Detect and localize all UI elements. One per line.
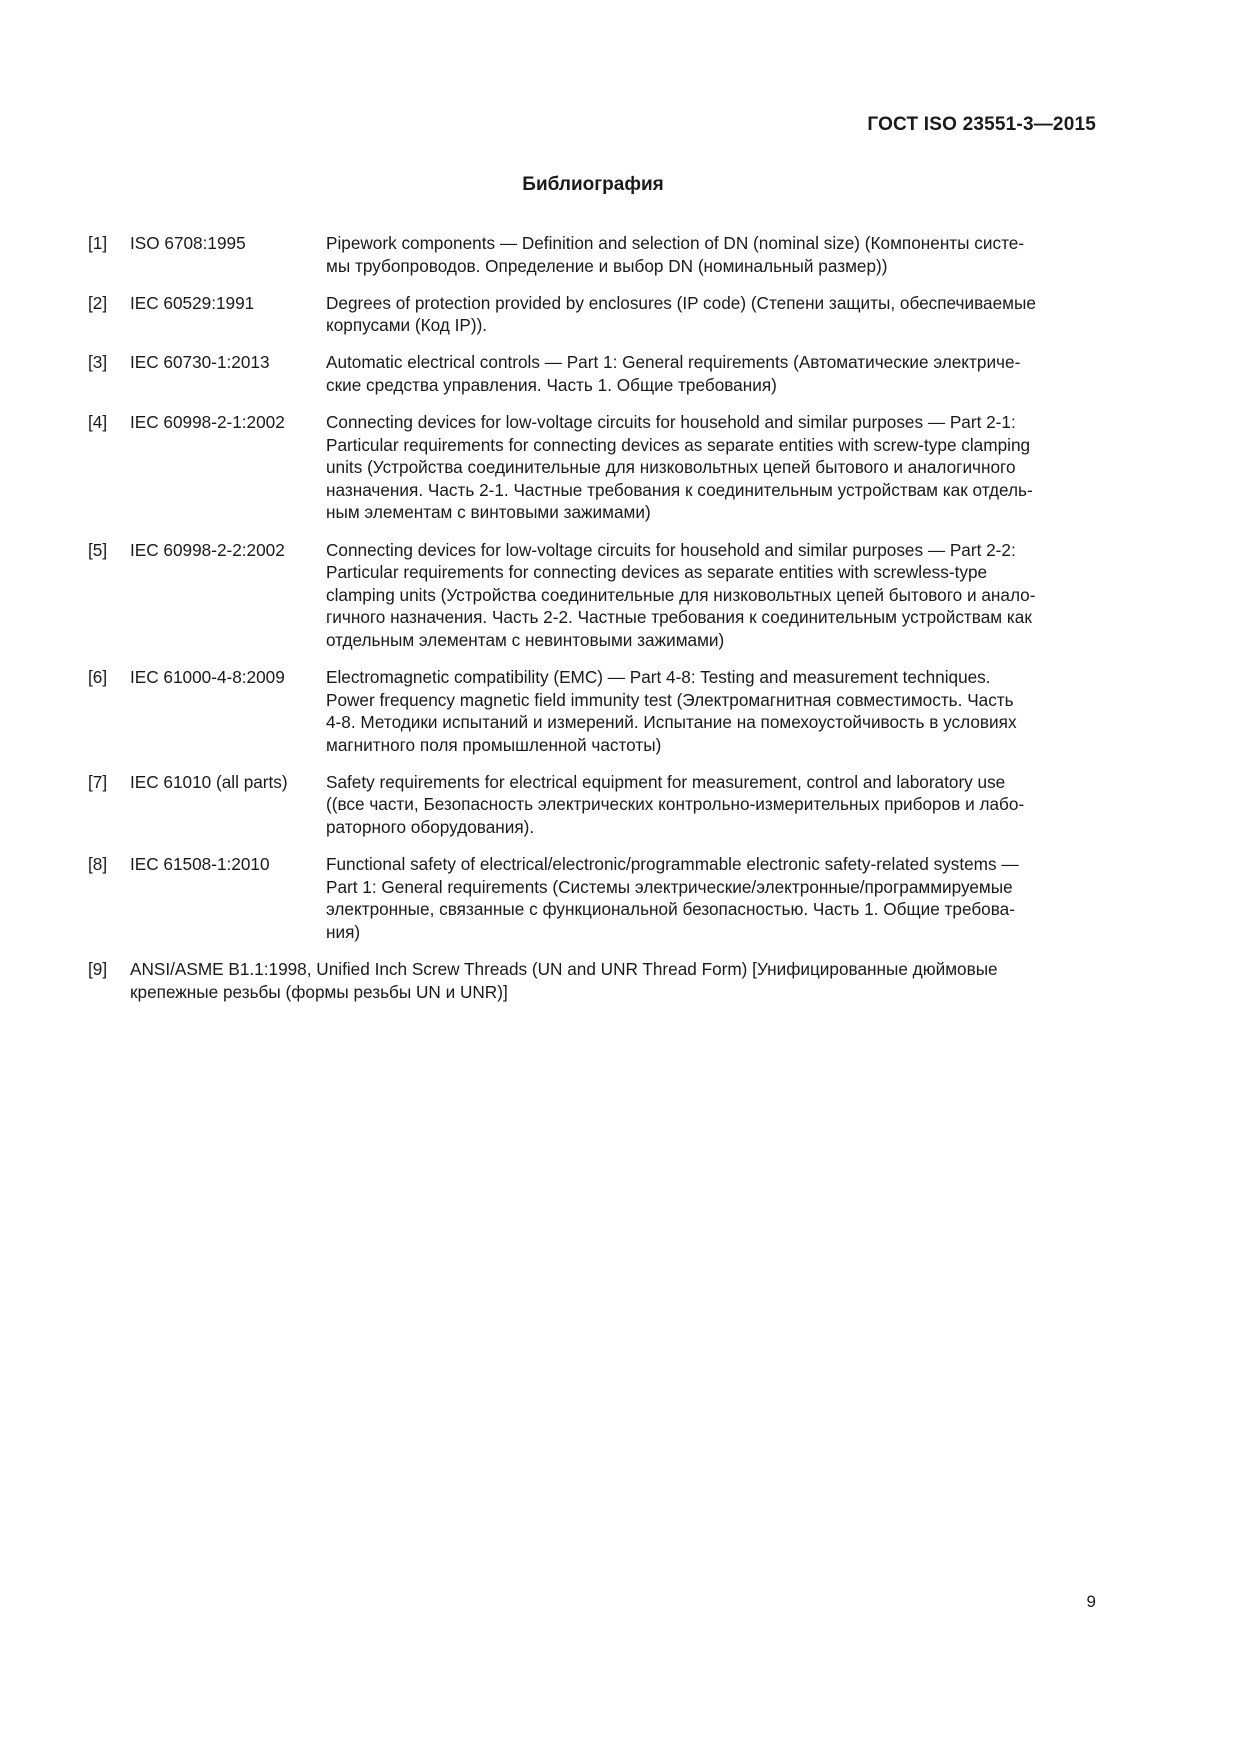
bibliography-entry-3 [88,351,1096,396]
bibliography-entry-1 [88,232,1096,277]
entry-standard: IEC 60998-2-2:2002 [130,539,285,560]
entry-number: [8] [88,854,108,875]
entry-description: Functional safety of electrical/electronic/programmable electronic safety-related systems — Part 1: General requirements (Системы электрические/электронные/программируемые электронные, связанные с функциональной безопасностью. Часть 1. Общие требова- ния) [326,854,1019,942]
entry-description: Electromagnetic compatibility (EMC) — Part 4-8: Testing and measurement techniques. Power frequency magnetic field immunity test (Электромагнитная совместимость. Часть 4-8. Методики испытаний и измерений. Испытание на помехоустойчивость в условиях магнитного поля промышленной частоты) [326,667,1017,755]
entry-description: Safety requirements for electrical equipment for measurement, control and laboratory use ((все части, Безопасность электрических контрольно-измерительных приборов и лабо- раторного оборудования). [326,771,1025,838]
bibliography-entry-9 [88,958,1096,1003]
bibliography-entry-8 [88,853,1096,943]
entry-description: ANSI/ASME B1.1:1998, Unified Inch Screw Threads (UN and UNR Thread Form) [Унифицированные дюймовые крепежные резьбы (формы резьбы UN и UNR)] [130,959,998,1002]
bibliography-list [88,232,1096,1018]
bibliography-entry-6 [88,666,1096,756]
bibliography-entry-2 [88,292,1096,337]
entry-number: [3] [88,352,108,373]
entry-description: Automatic electrical controls — Part 1: General requirements (Автоматические электриче- ские средства управления. Часть 1. Общие требования) [326,352,1021,395]
entry-standard: IEC 60998-2-1:2002 [130,412,285,433]
entry-number: [5] [88,539,108,560]
document-id-header: ГОСТ ISO 23551-3—2015 [867,114,1096,135]
entry-standard: IEC 60529:1991 [130,292,255,313]
entry-number: [4] [88,412,108,433]
entry-number: [1] [88,233,108,253]
entry-number: [6] [88,667,108,687]
entry-description: Connecting devices for low-voltage circuits for household and similar purposes — Part 2-1: Particular requirements for connecting devices as separate entities with screw-type clamping units (Устройства соединительные для низковольтных цепей бытового и аналогичного назначения. Часть 2-1. Частные требования к соединительным устройствам как отдель- ным элементам с винтовыми зажимами) [326,412,1033,523]
bibliography-entry-4 [88,411,1096,524]
entry-description: Pipework components — Definition and selection of DN (nominal size) (Компоненты систе- мы трубопроводов. Определение и выбор DN (номинальный размер)) [326,233,1025,276]
page-number: 9 [1086,1592,1096,1611]
entry-number: [2] [88,292,108,313]
entry-number: [7] [88,771,108,792]
entry-description: Degrees of protection provided by enclosures (IP code) (Степени защиты, обеспечиваемые корпусами (Код IP)). [326,292,1036,336]
bibliography-entry-7 [88,771,1096,839]
bibliography-entry-5 [88,539,1096,652]
entry-standard: IEC 61010 (all parts) [130,771,288,792]
entry-standard: IEC 61508-1:2010 [130,854,270,875]
entry-standard: IEC 61000-4-8:2009 [130,667,285,687]
entry-standard: IEC 60730-1:2013 [130,352,270,373]
entry-standard: ISO 6708:1995 [130,233,246,253]
entry-number: [9] [88,959,108,980]
entry-description: Connecting devices for low-voltage circuits for household and similar purposes — Part 2-2: Particular requirements for connecting devices as separate entities with screwless-type clamping units (Устройства соединительные для низковольтных цепей бытового и анало- гичного назначения. Часть 2-2. Частные требования к соединительным устройствам как отдельным элементам с невинтовыми зажимами) [326,539,1036,650]
page-title: Библиография [522,174,664,195]
